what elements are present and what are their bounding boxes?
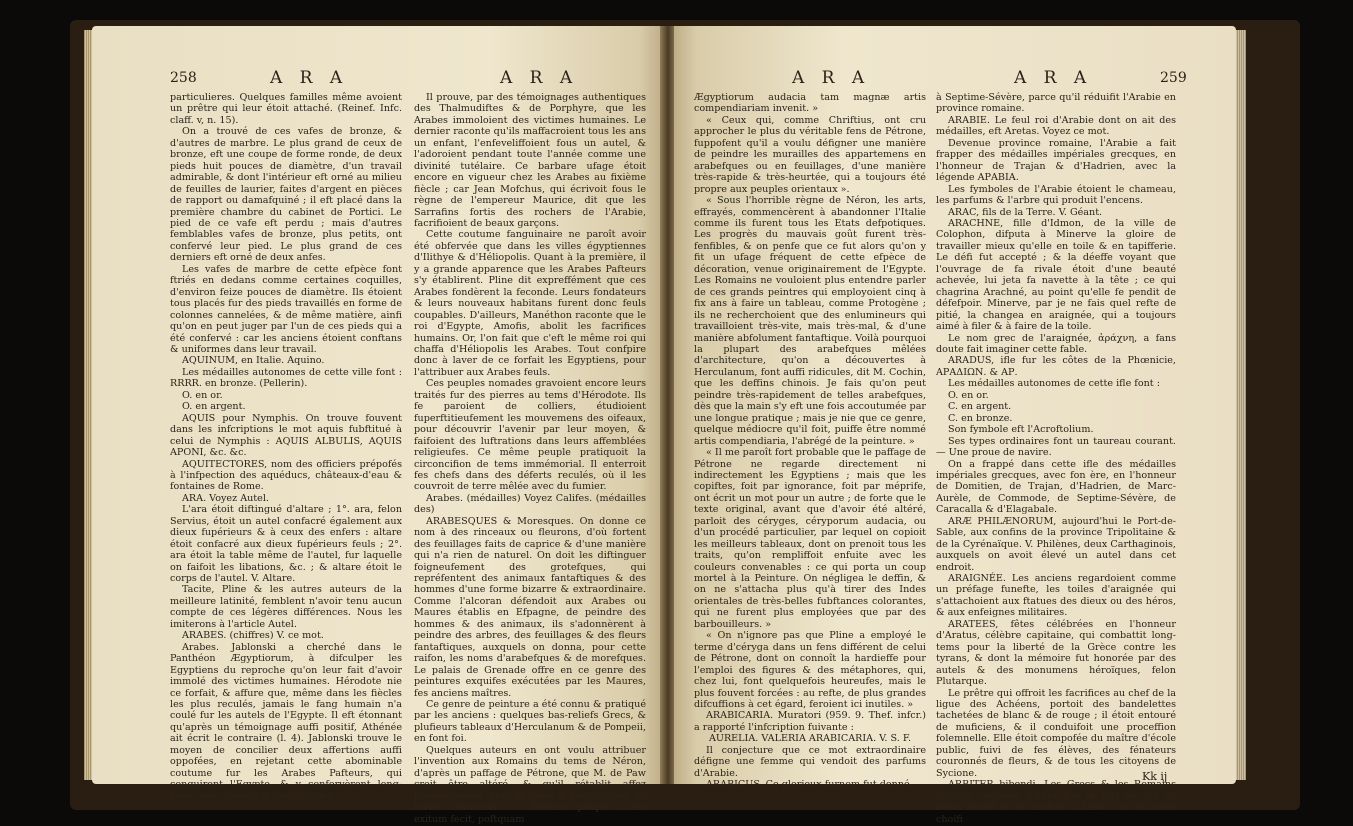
paragraph: AQUITECTORES, nom des officiers prépofés à l'infpection des aquéducs, châteaux-d'eau & fontaines de Rome. [170,458,402,493]
paragraph: ARA. Voyez Autel. [182,492,269,504]
inscription: AURELIA. VALERIA ARABICARIA. V. S. F. [708,733,912,745]
page-number-right: 259 [1160,70,1187,86]
paragraph: Il conjecture que ce mot extraordinaire défigne une femme qui vendoit des parfums d'Arabie. [694,744,926,779]
paragraph: Les vafes de marbre de cette efpèce font ftriés en dedans comme certaines coquilles, d'environ feize pouces de diamètre. Ils étoient tous placés fur des pieds travaillés en forme de colonnes cannelées, & de même matière, ainfi qu'on en peut juger par l'un de ces pieds qui a été confervé : car les anciens étoient conftans & uniformes dans leur travail. [170,263,402,355]
paragraph: O. en or. [948,389,989,401]
right-page-edges [1236,30,1246,780]
paragraph: Cette coutume fanguinaire ne paroît avoir été obfervée que dans les villes égyptiennes d'Ilithye & d'Héliopolis. Quant à la première, il y a grande apparence que les Arabes Pafteurs s'y établirent. Pline dit expreffément que ces Arabes fondèrent la feconde. Leurs fondateurs & leurs nouveaux habitans furent donc feuls coupables. D'ailleurs, Manéthon raconte que le roi d'Egypte, Amofis, abolit les facrifices humains. Or, l'on fait que c'eft le même roi qui chaffa d'Héliopolis les Arabes. Tout confpire donc à laver de ce forfait les Egyptiens, pour l'attribuer aux Arabes feuls. [414,229,646,378]
paragraph: ARABES. (chiffres) V. ce mot. [182,630,324,642]
paragraph: C. en bronze. [948,412,1013,424]
paragraph: à Septime-Sévère, parce qu'il réduifit l'Arabie en province romaine. [936,92,1176,115]
paragraph: On a frappé dans cette ifle des médailles impériales grecques, avec fon ère, en l'honneur de Domitien, de Trajan, d'Hadrien, de Marc-Aurèle, de Commode, de Septime-Sévère, de Caracalla & d'Elagabale. [936,458,1176,516]
paragraph: Ægyptiorum audacia tam magnæ artis compendiariam invenit. » [694,92,926,115]
paragraph: O. en or. [182,389,223,401]
paragraph: Les fymboles de l'Arabie étoient le chameau, les parfums & l'arbre qui produit l'encens. [936,183,1176,207]
right-header-1: A R A [792,68,871,88]
right-page [674,26,1236,825]
paragraph: AQUINUM, en Italie. Aquino. [182,355,325,367]
right-column-1 [694,92,926,791]
paragraph: C. en argent. [948,401,1012,413]
paragraph: ARABIE. Le feul roi d'Arabie dont on ait des médailles, eft Aretas. Voyez ce mot. [936,114,1176,138]
left-page-edges [84,30,92,780]
paragraph: Ce genre de peinture a été connu & pratiqué par les anciens : quelques bas-reliefs Grecs, & plufieurs tableaux d'Herculanum & de Pompeii, en font foi. [414,699,646,745]
left-column-1 [170,92,402,802]
paragraph: On a trouvé de ces vafes de bronze, & d'autres de marbre. Le plus grand de ceux de bronze, eft une coupe de forme ronde, de deux pieds huit pouces de diamètre, d'un travail admirable, & dont l'intérieur eft orné au milieu de feuilles de laurier, faites d'argent en pièces de rapport ou damafquiné ; il eft placé dans la première chambre du cabinet de Portici. Le pied de ce vafe eft perdu ; mais d'autres femblables vafes de bronze, plus petits, ont confervé leur pied. Le plus grand de ces derniers eft orné de deux anfes. [170,126,402,264]
paragraph: Le nom grec de l'araignée, ἀράχνη, a fans doute fait imaginer cette fable. [936,332,1176,355]
paragraph: ARADUS, ifle fur les côtes de la Phœnicie, ΑΡΑΔΙΩΝ. & ΑΡ. [936,355,1176,378]
left-header-2: A R A [500,68,579,88]
paragraph: ARAIGNÉE. Les anciens regardoient comme un préfage funefte, les toiles d'araignée qui s'attachoient aux ftatues des dieux ou des héros, & aux enfeignes militaires. [936,573,1176,619]
paragraph: ARABICUS. Ce glorieux furnom fut donné [706,779,910,791]
paragraph: Son fymbole eft l'Acroftolium. [948,424,1094,436]
paragraph: Les médailles autonomes de cette ville font : RRRR. en bronze. (Pellerin). [170,366,402,390]
left-page [92,26,662,825]
paragraph: Il prouve, par des témoignages authentiques des Thalmudiftes & de Porphyre, que les Arabes immoloient des victimes humaines. Le dernier raconte qu'ils maffacroient tous les ans un enfant, l'enfeveliffoient fous un autel, & l'adoroient pendant toute l'année comme une divinité tutélaire. Ce barbare ufage étoit encore en vigueur chez les Arabes au fixième fiècle ; car Jean Mofchus, qui écrivoit fous le règne de l'empereur Maurice, dit que les Sarrafins fortis des rochers de l'Arabie, facrifioient de beaux garçons. [414,92,646,229]
paragraph: Ses types ordinaires font un taureau courant. — Une proue de navire. [936,435,1176,459]
paragraph: AQUIS pour Nymphis. On trouve fouvent dans les infcriptions le mot aquis fubftitué à celui de Nymphis : AQUIS ALBULIS, AQUIS APONI, &c. &c. [170,412,402,459]
left-header-1: A R A [270,68,349,88]
signature-mark: Kk ij [1142,770,1168,783]
paragraph: Ces peuples nomades gravoient encore leurs traités fur des pierres au tems d'Hérodote. Ils fe paroient de colliers, étudioient fuperftitieufement les mouvemens des oifeaux, pour découvrir l'avenir par leur moyen, & faifoient des luftrations dans leurs affemblées religieufes. Ce même peuple pratiquoit la circoncifion de tems immémorial. Il enterroit fes chefs dans des déferts reculés, où il les couvroit de terre mêlée avec du fumier. [414,378,646,493]
paragraph: ARÆ PHILÆNORUM, aujourd'hui le Port-de-Sable, aux confins de la province Tripolitaine & de la Cyrénaïque. V. Philènes, deux Carthaginois, auxquels on avoit élevé un autel dans cet endroit. [936,515,1176,573]
paragraph: Arabes. (médailles) Voyez Califes. (médailles des) [414,492,646,516]
paragraph: Devenue province romaine, l'Arabie a fait frapper des médailles impériales grecques, en l'honneur de Trajan & d'Hadrien, avec la légende ΑΡΑΒΙΑ. [936,137,1176,184]
paragraph: Arabes. Jablonski a cherché dans le Panthéon Ægyptiorum, à difculper les Egyptiens du reproche qu'on leur fait d'avoir immolé des victimes humaines. Hérodote nie ce forfait, & affure que, même dans les fiècles les plus reculés, jamais le fang humain n'a coulé fur les autels de l'Egypte. Il eft étonnant qu'après un témoignage auffi positif, Athénée ait écrit le contraire (l. 4). Jablonski trouve le moyen de concilier deux affertions auffi oppofées, en rejetant cette abominable coutume fur les Arabes Pafteurs, qui conquirent l'Egypte, & y confervèrent long-tems leurs mœurs & leurs ufages. [170,641,402,802]
paragraph: ARABESQUES & Moresques. On donne ce nom à des rinceaux ou fleurons, d'où fortent des feuillages faits de caprice & d'une manière qui n'a rien de naturel. On doit les diftinguer foigneufement des grotefques, qui repréfentent des animaux fantaftiques & des hommes d'une forme bizarre & extraordinaire. Comme l'alcoran défendoit aux Arabes ou Maures établis en Efpagne, de peindre des hommes & des animaux, ils s'adonnèrent à peindre des arbres, des feuillages & des fleurs fantaftiques, auxquels on donna, pour cette raifon, les noms d'arabefques & de morefques. Le palais de Grenade offre en ce genre des peintures exquifes exécutées par les Maures, fes anciens maîtres. [414,515,646,699]
right-header-2: A R A [1014,68,1093,88]
paragraph: Le prêtre qui offroit les facrifices au chef de la ligue des Achéens, portoit des bandelettes tachetées de blanc & de rouge ; il étoit entouré de muficiens, & il conduifoit une proceffion folemnelle. Elle étoit compofée du maître d'école public, fuivi de fes élèves, des fénateurs couronnés de fleurs, & de tous les citoyens de Sycione. [936,687,1176,779]
paragraph: « Sous l'horrible règne de Néron, les arts, effrayés, commencèrent à abandonner l'Italie comme ils furent tous les Etats defpotiques. Les progrès du mauvais goût furent très-fenfibles, & on penfe que ce fut alors qu'on y fit un ufage fréquent de cette efpèce de décoration, venue originairement de l'Egypte. Les Romains ne vouloient plus entendre parler de ces grands peintres qui employoient cinq à fix ans à faire un tableau, comme Protogène ; ils ne recherchoient que des enlumineurs qui travailloient très-vite, mais très-mal, & d'une manière abfolument fantaftique. Voilà pourquoi la plupart des arabefques mêlées d'architecture, qu'on a découvertes à Herculanum, font auffi ridicules, dit M. Cochin, que les deffins chinois. Je fais qu'on peut peindre très-rapidement de telles arabefques, dès que la main s'y eft une fois accoutumée par une longue pratique ; mais je nie que ce genre, quelque médiocre qu'il foit, puiffe être nommé artis compendiaria, l'abrégé de la peinture. » [694,195,926,447]
paragraph: « Ceux qui, comme Chriftius, ont cru approcher le plus du véritable fens de Pétrone, fuppofent qu'il a voulu défigner une manière de peindre les murailles des appartemens en arabefques ou en feuillages, d'une manière très-rapide & très-heurtée, qui a toujours été propre aux peuples orientaux ». [694,114,926,195]
paragraph: Les médailles autonomes de cette ifle font : [948,378,1160,390]
left-column-2 [414,92,646,825]
paragraph: O. en argent. [182,401,246,413]
paragraph: Tacite, Pline & les autres auteurs de la meilleure latinité, femblent n'avoir tenu aucun compte de ces légères différences. Nous les imiterons à l'article Autel. [170,584,402,630]
paragraph: particulieres. Quelques familles même avoient un prêtre qui leur étoit attaché. (Reinef. Infc. claff. v, n. 15). [170,92,402,126]
paragraph: ARACHNE, fille d'Idmon, de la ville de Colophon, difputa à Minerve la gloire de travailler mieux qu'elle en toile & en tapifferie. Le défi fut accepté ; & la déeffe voyant que l'ouvrage de fa rivale étoit d'une beauté achevée, lui jeta fa navette à la tête ; ce qui chagrina Arachné, au point qu'elle fe pendit de défefpoir. Minerve, par je ne fais quel refte de pitié, la changea en araignée, qui a toujours aimé à filer & à faire de la toile. [936,217,1176,333]
paragraph: « Il me paroît fort probable que le paffage de Pétrone ne regarde directement ni indirectement les Egyptiens ; mais que les copiftes, foit par ignorance, foit par méprife, ont écrit un mot pour un autre ; de forte que le texte original, avant que d'avoir été altéré, parloit des céryges, céryporum audacia, ou d'un procédé particulier, par lequel on copioit les meilleurs tableaux, dont on prenoit tous les traits, qu'on rempliffoit enfuite avec les couleurs convenables : ce qui porta un coup mortel à la Peinture. On négligea le deffin, & on ne s'attacha plus qu'à tirer des Indes orientales de très-belles fubftances colorantes, qui ne furent plus employées que par des barbouilleurs. » [694,447,926,630]
paragraph: ARATEES, fêtes célébrées en l'honneur d'Aratus, célèbre capitaine, qui combattit long-tems pour la liberté de la Grèce contre les tyrans, & dont la mémoire fut honorée par des autels & des monumens héroïques, felon Plutarque. [936,618,1176,688]
paragraph: « On n'ignore pas que Pline a employé le terme d'céryga dans un fens différent de celui de Pétrone, dont on connoît la hardieffe pour l'emploi des figures & des métaphores, qui, chez lui, font quelquefois heureufes, mais le plus fouvent forcées : au refte, de plus grandes difcuffions à cet égard, feroient ici inutiles. » [694,630,926,711]
page-number-left: 258 [170,70,197,86]
paragraph: ARABICARIA. Muratori (959. 9. Thef. infcr.) a rapporté l'infcription fuivante : [694,710,926,733]
paragraph: L'ara étoit diftingué d'altare ; 1°. ara, felon Servius, étoit un autel confacré également aux dieux fupérieurs & à ceux des enfers : altare étoit confacré aux dieux fupérieurs feuls ; 2°. ara étoit la table même de l'autel, fur laquelle on faifoit les libations, &c. ; & altare étoit le corps de l'autel. V. Altare. [170,504,402,585]
paragraph: ARBITER bibendi. Les Grecs & les Romains avoient coutume d'élire par le fort un roi du feftin avant de fe mettre à table. Ce roi étoit choifi [936,779,1176,825]
paragraph: ARAC, fils de la Terre. V. Géant. [948,206,1103,218]
paragraph: Quelques auteurs en ont voulu attribuer l'invention aux Romains du tems de Néron, d'après un paffage de Pétrone, que M. de Paw croit être altéré, & qu'il rétablit affez heureufement. Voici le texte & l'explication du favant allemand : « Pictura quoque alium exitum fecit, poftquam [414,744,646,825]
